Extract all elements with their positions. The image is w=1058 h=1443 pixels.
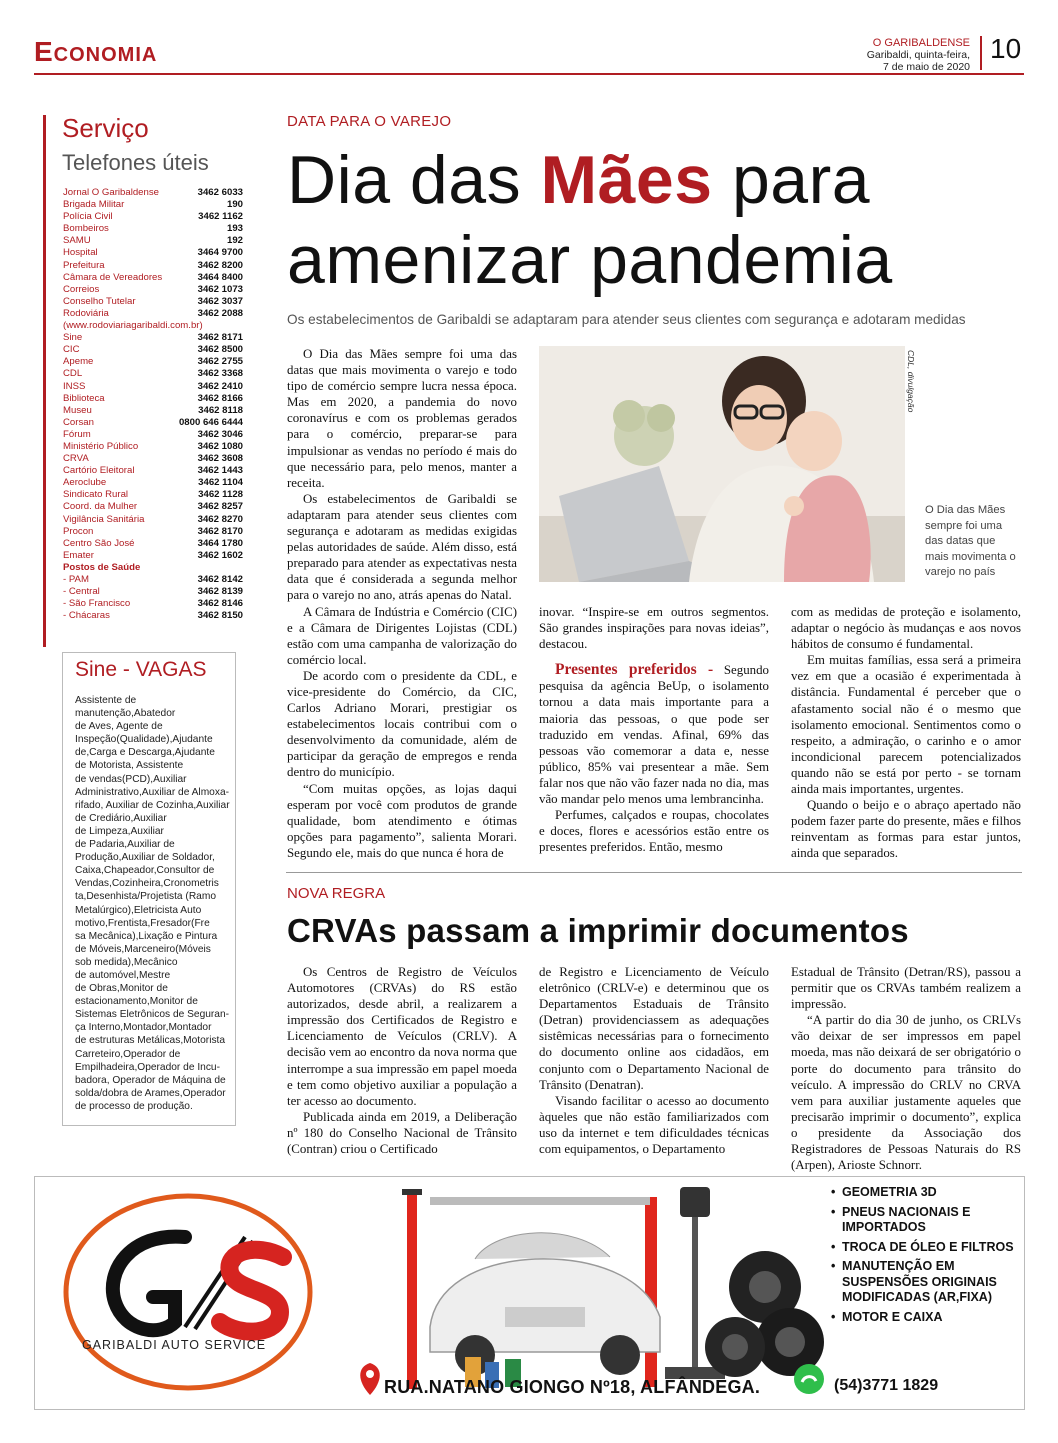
phone-name: - São Francisco [63,598,131,610]
bullet-icon: • [831,1239,836,1254]
article-subhead: Presentes preferidos - [555,661,714,679]
article-kicker: DATA PARA O VAREJO [287,113,452,130]
paragraph: Em muitas famílias, essa será a primeira vez em que a ocasião é experimentada à distância. Fundamental é perceber que o afastamento social não é o mesmo que isolamento emocional. Sentimentos como o respeito, a admiração, o carinho e o amor incondicional parecem potencializados quando não se está por perto - se tornam ainda mais importantes, urgentes. [791,653,1021,797]
sine-job-line: Inspeção(Qualidade),Ajudante [75,734,213,746]
phone-row [63,453,243,465]
sine-job-line: Vendas,Cozinheira,Cronometris [75,878,219,890]
ad-services-list [831,1185,1016,1329]
headline-part-a: Dia das [287,142,541,218]
ad-brand-name: GARIBALDI AUTO SERVICE [82,1338,267,1352]
phone-row [63,562,243,574]
phone-number: 3462 1080 [197,440,243,452]
ad-service-item [831,1205,1016,1236]
phone-row [63,284,243,296]
phone-number: 3462 3368 [197,368,243,380]
paragraph: “Com muitas opções, as lojas daqui esperam por você com produtos de grande qualidade, bom atendimento e ótimas opções para pagamento”, salienta Morari. Segundo ele, mais do que nunca é hora de [287,781,517,860]
phone-row [63,465,243,477]
phone-name: Apeme [63,356,94,368]
phone-number: 192 [226,235,243,247]
sine-job-line: de Obras,Monitor de [75,983,168,995]
phone-row [63,356,243,368]
page-number-separator [980,36,982,70]
phone-row [63,272,243,284]
mother-baby-photo [539,346,905,582]
phone-name: Hospital [63,247,98,259]
phone-name: Correios [63,283,100,295]
sine-job-line: Carreteiro,Operador de [75,1048,181,1060]
sine-job-line: sob medida),Mecânico [75,956,178,968]
phone-row [63,538,243,550]
sine-job-line: de Limpeza,Auxiliar [75,825,164,837]
phone-number: 3462 1073 [197,283,243,295]
phone-number: 3462 8118 [198,404,243,416]
col2-paragraph-1: inovar. “Inspire-se em outros segmentos. São grandes inspirações para novas ideias”, destacou. [539,605,769,652]
phone-name: CDL [63,368,83,380]
ad-service-item [831,1185,1016,1201]
bullet-icon: • [831,1185,836,1199]
phone-number: 193 [226,223,243,235]
phone-number: 3462 2088 [197,307,243,319]
sine-job-list [75,694,230,1113]
paragraph: Quando o beijo e o abraço apertado não podem fazer parte do presente, mães e filhos reinventam as formas para estar juntos, ainda que separados. [791,798,1021,861]
phone-name: - Chácaras [63,610,110,622]
dateline-date: 7 de maio de 2020 [883,61,970,73]
paragraph: Estadual de Trânsito (Detran/RS), passou a permitir que os CRVAs também realizem a impressão. [791,965,1021,1012]
article-column-2 [539,604,769,855]
phone-number: 3462 8146 [197,598,243,610]
phone-name: Biblioteca [63,392,105,404]
phone-number: 3462 3046 [197,428,243,440]
sine-job-line: sa Mecânica),Lixação e Pintura [75,930,218,942]
phone-row [63,368,243,380]
sine-job-line: de vendas(PCD),Auxiliar [75,773,187,785]
phone-row [63,405,243,417]
phone-row [63,381,243,393]
phone-name: Procon [63,525,94,537]
phone-row [63,211,243,223]
phone-list [63,187,243,622]
sidebar-accent-bar [43,115,46,647]
phone-row [63,574,243,586]
sine-job-line: ça Interno,Montador,Montador [75,1022,212,1034]
phone-row [63,296,243,308]
phone-row [63,514,243,526]
col2-paragraph-3: Perfumes, calçados e roupas, chocolates e doces, flores e acessórios estão entre os presentes preferidos. Então, mesmo [539,808,769,855]
phone-number: 3462 3037 [197,295,243,307]
phone-number: 3462 2410 [197,380,243,392]
section-title: Economia [34,36,158,67]
sine-job-line: motivo,Frentista,Fresador(Fre [75,917,210,929]
ad-service-item [831,1240,1016,1256]
sine-job-line: rifado, Auxiliar de Cozinha,Auxiliar [75,799,230,811]
phone-number: 3462 1443 [197,465,243,477]
article-divider [286,872,1022,873]
phone-number: 3462 8139 [197,586,243,598]
headline-part-c: amenizar pandemia [287,222,893,298]
sine-job-line: Sistemas Eletrônicos de Seguran- [75,1009,230,1021]
paragraph: Os estabelecimentos de Garibaldi se adaptaram para atender seus clientes com segurança e adotaram as medidas exigidas pelas autoridades de saúde. Além disso, está preparado para atender as expectativas nesta data que é considerada a segunda melhor para o varejo no ano, atrás apenas do Natal. [287,491,517,603]
article-subline: Os estabelecimentos de Garibaldi se adaptaram para atender seus clientes com segurança e adotaram medidas [287,312,966,327]
article-column-1 [287,346,517,861]
masthead [867,37,970,73]
phone-number: 3462 6033 [197,187,243,198]
phone-name: Ministério Público [63,440,139,452]
phone-number: 3464 8400 [197,271,243,283]
phone-row [63,417,243,429]
page-number: 10 [990,33,1022,64]
phone-number: 3462 8150 [197,610,243,622]
paragraph: Visando facilitar o acesso ao documento àqueles que não estão familiarizados com uso da internet e tem dificuldades técnicas com equipamentos, o Departamento [539,1093,769,1157]
phone-number: 3462 8500 [197,344,243,356]
phone-name: Corsan [63,416,94,428]
sine-job-line: de automóvel,Mestre [75,969,171,981]
sidebar-subtitle: Telefones úteis [62,150,209,175]
phone-row [63,610,243,622]
phone-name: CIC [63,344,80,356]
article2-column-2 [539,964,769,1157]
article2-column-1 [287,964,517,1157]
sine-job-line: badora, Operador de Máquina de [75,1074,226,1086]
sidebar-title: Serviço [62,113,149,143]
phone-name: SAMU [63,235,91,247]
phone-number: 3464 9700 [197,247,243,259]
phone-name: Cartório Eleitoral [63,465,135,477]
phone-row [63,477,243,489]
phone-name: Prefeitura [63,259,105,271]
phone-number: 3462 1128 [198,489,243,501]
phone-name: Rodoviária [63,307,109,319]
phone-name: Câmara de Vereadores [63,271,163,283]
bullet-icon: • [831,1204,836,1219]
dateline-weekday: Garibaldi, quinta-feira, [866,49,970,61]
sine-job-line: ta,Desenhista/Projetista (Ramo [75,891,216,903]
article-headline [287,140,1047,300]
phone-number: 3462 8171 [197,332,243,344]
paragraph: Publicada ainda em 2019, a Deliberação nº 180 do Conselho Nacional de Trânsito (Contran) criou o Certificado [287,1109,517,1157]
phone-name: Coord. da Mulher [63,501,138,513]
ad-service-label: PNEUS NACIONAIS E IMPORTADOS [842,1204,971,1234]
phone-row [63,489,243,501]
paragraph: A Câmara de Indústria e Comércio (CIC) e a Câmara de Dirigentes Lojistas (CDL) estão com uma campanha de valorização do comércio local. [287,604,517,667]
phone-row [63,598,243,610]
phone-name: Brigada Militar [63,199,125,211]
phone-name: Aeroclube [63,477,107,489]
phone-name: Centro São José [63,537,135,549]
col2-subhead-text: Segundo pesquisa da agência BeUp, o isolamento tornou a data mais importante para a maioria das pessoas, o que pode ser traduzido em vendas. Afinal, 69% das pessoas vão comemorar a data e, nesse público, 85% vai presentear a mãe. Sem falar nos que não vão fazer nada no dia, mas vão mandar pelo menos uma lembrancinha. [539,663,769,807]
sine-job-line: manutenção,Abatedor [75,708,176,720]
phone-row [63,223,243,235]
paragraph: Os Centros de Registro de Veículos Automotores (CRVAs) do RS estão autorizados, desde abril, a realizarem a impressão dos Certificados de Registro e Licenciamento de Veículos (CRLV). A decisão vem ao encontro da nova norma que interrompe a sua impressão em papel moeda e tem como objetivo auxiliar a população a ter acesso ao documento. [287,965,517,1108]
article2-kicker: NOVA REGRA [287,885,386,902]
bullet-icon: • [831,1259,836,1273]
phone-name: Fórum [63,428,91,440]
headline-accent: Mães [540,142,713,218]
sine-job-line: de Crediário,Auxiliar [75,812,167,824]
ad-service-label: TROCA DE ÓLEO E FILTROS [842,1239,1014,1254]
phone-name: - Central [63,586,100,598]
phone-row [63,393,243,405]
headline-part-b: para [712,142,871,218]
phone-row [63,187,243,199]
photo-credit: CDL, divulgação [906,350,916,413]
sine-job-line: de Motorista, Assistente [75,760,184,772]
phone-number: 3464 1780 [197,537,243,549]
paragraph: com as medidas de proteção e isolamento, adaptar o negócio às mudanças e aos novos hábitos de consumo é fundamental. [791,605,1021,652]
phone-name: Jornal O Garibaldense [63,187,159,198]
ad-phone: (54)3771 1829 [834,1377,939,1394]
phone-number: 3462 8200 [197,259,243,271]
paragraph: de Registro e Licenciamento de Veículo eletrônico (CRLV-e) e determinou que os Departamentos Estaduais de Trânsito (Detran) providenciassem as adequações sistêmicas necessárias para o fornecimento do documento online aos cidadãos, em conjunto com o Departamento Nacional de Trânsito (Denatran). [539,965,769,1092]
phone-number: 3462 1104 [198,477,243,489]
sine-job-line: estacionamento,Monitor de [75,996,198,1008]
phone-name: INSS [63,380,86,392]
ad-service-item [831,1310,1016,1326]
phone-number: 3462 1602 [197,549,243,561]
phone-row [63,247,243,259]
col2-paragraph-2 [539,662,769,807]
phone-row [63,429,243,441]
phone-name: Vigilância Sanitária [63,513,145,525]
ad-service-item [831,1259,1016,1306]
sine-title: Sine - VAGAS [75,658,207,681]
phone-number: 3462 8142 [197,574,243,585]
sine-job-line: de Móveis,Marceneiro(Móveis [75,943,211,955]
bullet-icon: • [831,1309,836,1324]
photo-illustration [539,346,905,582]
article2-column-3 [791,964,1021,1173]
paragraph: De acordo com o presidente da CDL, e vice-presidente do Comércio, da CIC, Carlos Adriano Morari, prestigiar os estabelecimentos locais contribui com o desenvolvimento da comunidade, além de participar da geração de empregos e renda dentro do município. [287,668,517,780]
phone-number: 3462 8270 [197,513,243,525]
sine-job-line: de estruturas Metálicas,Motorista [75,1035,226,1047]
phone-name: Sindicato Rural [63,489,129,501]
phone-name: Polícia Civil [63,211,113,223]
sine-job-line: solda/dobra de Arames,Operador [75,1087,226,1099]
phone-name: Emater [63,549,94,561]
sine-job-line: de Padaria,Auxiliar de [75,839,175,851]
phone-name: Museu [63,404,92,416]
phone-name: - PAM [63,574,89,585]
phone-row [63,441,243,453]
sine-job-line: Empilhadeira,Operador de Incu- [75,1061,220,1073]
phone-row [63,199,243,211]
phone-row [63,501,243,513]
sine-job-line: de processo de produção. [75,1100,193,1112]
phone-row [63,320,243,332]
ad-service-label: GEOMETRIA 3D [842,1185,937,1199]
ad-service-label: MANUTENÇÃO EM SUSPENSÕES ORIGINAIS MODIFICADAS (AR,FIXA) [842,1259,997,1304]
phone-name: (www.rodoviariagaribaldi.com.br) [63,320,203,332]
phone-row [63,260,243,272]
header-rule [34,73,1024,75]
ad-service-label: MOTOR E CAIXA [842,1309,943,1324]
phone-row [63,550,243,562]
phone-name: Conselho Tutelar [63,295,136,307]
phone-number: 3462 1162 [198,211,243,223]
phone-row [63,235,243,247]
phone-row [63,332,243,344]
article-column-3 [791,604,1021,862]
sine-job-line: Caixa,Chapeador,Consultor de [75,865,215,877]
phone-number: 3462 8166 [197,392,243,404]
sine-job-line: Administrativo,Auxiliar de Almoxa- [75,786,230,798]
paragraph: O Dia das Mães sempre foi uma das datas que mais movimenta o varejo e todo tipo de comércio sempre lucra nessa época. Mas em 2020, a pandemia do novo coronavírus e com os problemas gerados para o comércio, preparar-se para impulsionar as vendas no período é mais do que necessário para, pelo menos, manter a receita. [287,347,517,490]
phone-name: CRVA [63,453,89,465]
paragraph: “A partir do dia 30 de junho, os CRLVs vão deixar de ser impressos em papel moeda, mas não deixará de ser obrigatório o porte do documento para trânsito do veículo. A impressão do CRLV no CRVA vem para auxiliar justamente aqueles que precisarão imprimir o documento”, explica o presidente da Associação dos Registradores de Pessoas Naturais do RS (Arpen), Arioste Schnorr. [791,1013,1021,1173]
photo-caption: O Dia das Mães sempre foi uma das datas que mais movimenta o varejo no país [925,504,1016,579]
ad-address: RUA.NATANO GIONGO Nº18, ALFÂNDEGA. [384,1377,761,1397]
phone-row [63,586,243,598]
phone-row [63,344,243,356]
phone-row [63,308,243,320]
phone-name: Sine [63,332,83,344]
phone-row [63,526,243,538]
sine-job-line: Assistente de [75,695,137,706]
article2-headline: CRVAs passam a imprimir documentos [287,912,909,949]
phone-number: 3462 3608 [197,453,243,465]
phone-number: 0800 646 6444 [178,416,243,428]
sine-job-line: de Aves, Agente de [75,721,163,733]
sine-job-line: de,Carga e Descarga,Ajudante [75,747,215,759]
phone-name: Postos de Saúde [63,561,141,573]
phone-name: Bombeiros [63,223,109,235]
phone-number: 3462 8257 [197,501,243,513]
sine-job-line: Metalúrgico),Eletricista Auto [75,904,202,916]
phone-number: 3462 8170 [197,525,243,537]
paper-name: O GARIBALDENSE [872,37,970,49]
phone-number: 190 [226,199,243,211]
sine-job-line: Produção,Auxiliar de Soldador, [75,852,215,864]
phone-number: 3462 2755 [197,356,243,368]
